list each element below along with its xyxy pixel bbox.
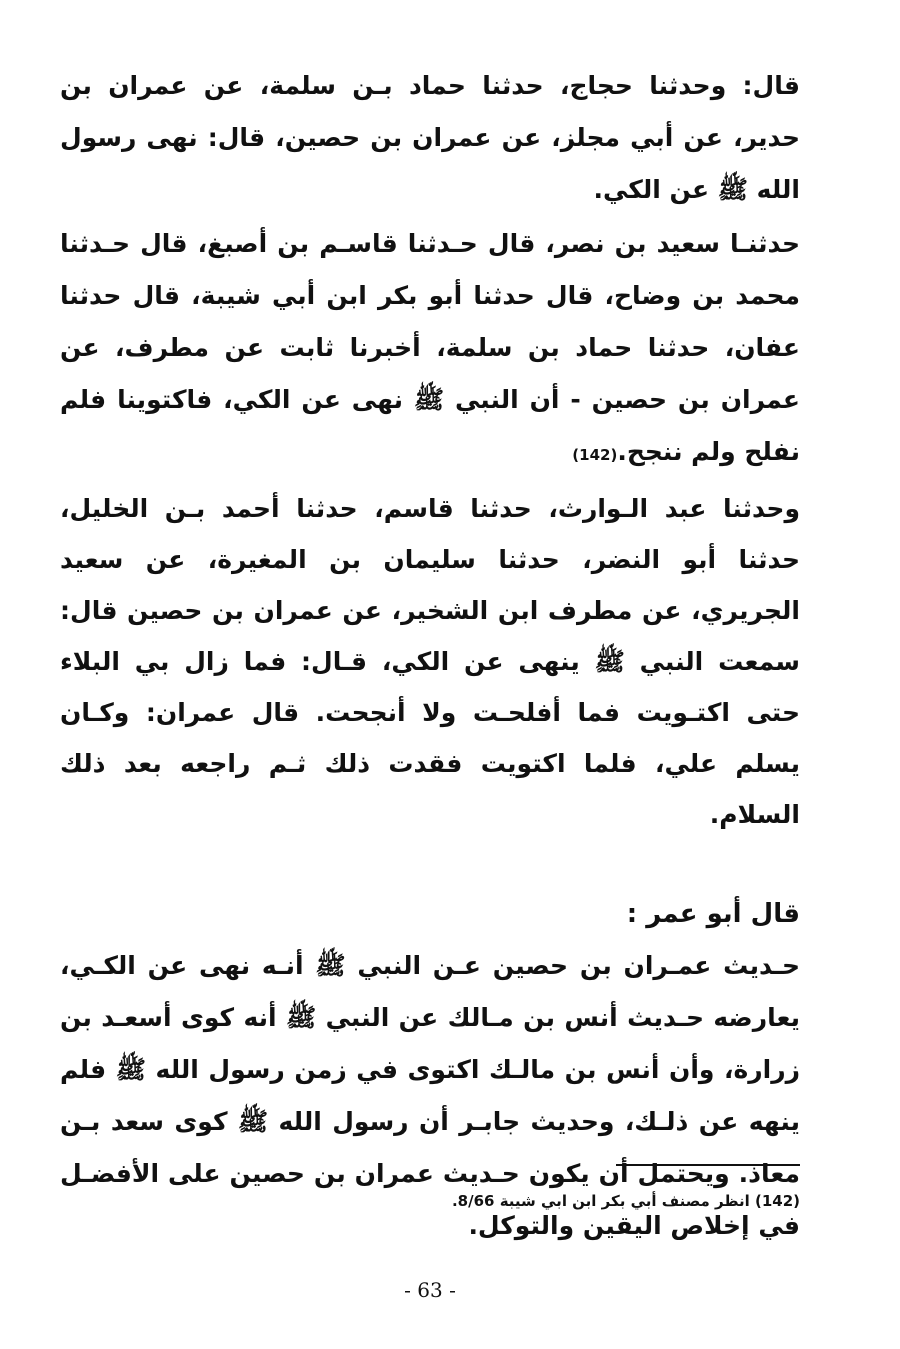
footnote-reference: (142) <box>572 446 618 464</box>
page-number: - 63 - <box>404 1278 456 1302</box>
paragraph-said-hadith <box>60 218 800 481</box>
paragraph-text: قال: وحدثنا حجاج، حدثنا حماد بـن سلمة، عن عمران بن حدير، عن أبي مجلز، عن عمران بن حصين، قال: نهى رسول الله ﷺ عن الكي. <box>60 71 800 204</box>
paragraph-text: حدثنـا سعيد بن نصر، قال حـدثنا قاسـم بن أصبغ، قال حـدثنا محمد بن وضاح، قال حدثنا أبو بكر ابن أبي شيبة، قال حدثنا عفان، حدثنا حماد بن سلمة، أخبرنا ثابت عن مطرف، عن عمران بن حصين - أن النبي ﷺ نهى عن الكي، فاكتوينا فلم نفلح ولم ننجح. <box>60 229 800 466</box>
paragraph-text: وحدثنا عبد الـوارث، حدثنا قاسم، حدثنا أحمد بـن الخليل، حدثنا أبو النضر، حدثنا سليمان بن المغيرة، عن سعيد الجريري، عن مطرف ابن الشخير، عن عمران بن حصين قال: سمعت النبي ﷺ ينهى عن الكي، قـال: فما زال بي البلاء حتى اكتـويت فما أفلحـت ولا أنجحت. قال عمران: وكـان يسلم علي، فلما اكتويت فقدت ذلك ثـم راجعه بعد ذلك السلام. <box>60 494 800 829</box>
footnote: (142) انظر مصنف أبي بكر ابن ابي شيبة 8/66. <box>451 1192 800 1210</box>
paragraph-text: حـديث عمـران بن حصين عـن النبي ﷺ أنـه نهى عن الكـي، يعارضه حـديث أنس بن مـالك عن النبي ﷺ أنه كوى أسعـد بن زرارة، وأن أنس بن مالـك اكتوى في زمن رسول الله ﷺ فلم ينهه عن ذلـك، وحديث جابـر أن رسول الله ﷺ كوى سعد بـن معاذ. ويحتمل أن يكون حـديث عمران بن حصين على الأفضـل في إخلاص اليقين والتوكل. <box>60 951 800 1240</box>
paragraph-hajjaj-hadith <box>60 60 800 216</box>
footnote-separator <box>616 1164 800 1166</box>
paragraph-abdulwarith-hadith <box>60 483 800 840</box>
section-heading: قال أبو عمر : <box>626 899 800 929</box>
document-page <box>60 60 800 1320</box>
